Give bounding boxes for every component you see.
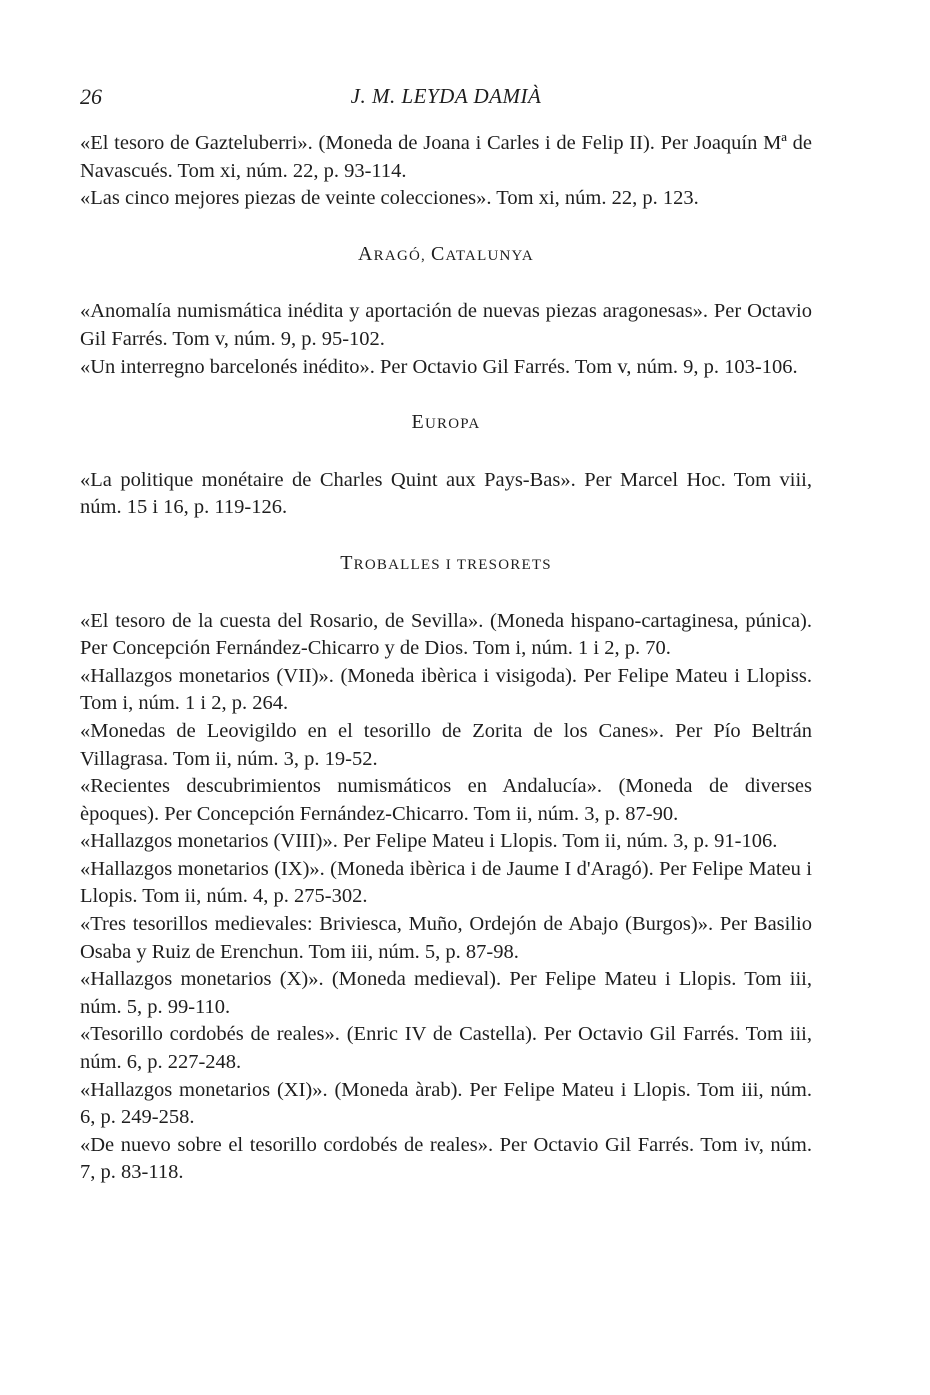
bibliography-entry: «Tres tesorillos medievales: Briviesca, Muño, Ordejón de Abajo (Burgos)». Per Basilio Osaba y Ruiz de Erenchun. Tom iii, núm. 5, p. 87-98. xyxy=(80,913,812,963)
bibliography-entry: «Hallazgos monetarios (VIII)». Per Felipe Mateu i Llopis. Tom ii, núm. 3, p. 91-106. xyxy=(80,830,778,853)
page-header xyxy=(80,84,812,116)
section-heading: EUROPA xyxy=(411,411,481,434)
bibliography-entry: «El tesoro de Gazteluberri». (Moneda de Joana i Carles i de Felip II). Per Joaquín Mª de Navascués. Tom xi, núm. 22, p. 93-114. xyxy=(80,132,812,182)
running-head: J. M. LEYDA DAMIÀ xyxy=(350,84,542,108)
section-heading: ARAGÓ, CATALUNYA xyxy=(358,242,534,265)
section-arago-catalunya xyxy=(80,213,812,381)
bibliography-entry: «Hallazgos monetarios (X)». (Moneda medieval). Per Felipe Mateu i Llopis. Tom iii, núm. 5, p. 99-110. xyxy=(80,968,812,1018)
page-number: 26 xyxy=(80,84,102,109)
section-heading: TROBALLES I TRESORETS xyxy=(340,551,552,574)
bibliography-entry: «Tesorillo cordobés de reales». (Enric IV de Castella). Per Octavio Gil Farrés. Tom iii, núm. 6, p. 227-248. xyxy=(80,1023,812,1074)
bibliography-entry: «Hallazgos monetarios (IX)». (Moneda ibèrica i de Jaume I d'Aragó). Per Felipe Mateu i Llopis. Tom ii, núm. 4, p. 275-302. xyxy=(80,857,812,908)
bibliography-entry: «Hallazgos monetarios (VII)». (Moneda ibèrica i visigoda). Per Felipe Mateu i Llopiss. Tom i, núm. 1 i 2, p. 264. xyxy=(80,664,812,715)
section-continuation xyxy=(80,130,812,213)
section-europa xyxy=(80,381,812,522)
bibliography-entry: «Monedas de Leovigildo en el tesorillo de Zorita de los Canes». Per Pío Beltrán Villagrasa. Tom ii, núm. 3, p. 19-52. xyxy=(80,719,812,770)
bibliography-entry: «Recientes descubrimientos numismáticos en Andalucía». (Moneda de diverses èpoques). Per Concepción Fernández-Chicarro. Tom ii, núm. 3, p. 87-90. xyxy=(80,775,812,825)
bibliography-entry: «La politique monétaire de Charles Quint aux Pays-Bas». Per Marcel Hoc. Tom viii, núm. 15 i 16, p. 119-126. xyxy=(80,468,812,519)
bibliography-body xyxy=(80,130,812,1187)
bibliography-entry: «Anomalía numismática inédita y aportación de nuevas piezas aragonesas». Per Octavio Gil Farrés. Tom v, núm. 9, p. 95-102. xyxy=(80,300,812,350)
bibliography-entry: «Las cinco mejores piezas de veinte colecciones». Tom xi, núm. 22, p. 123. xyxy=(80,187,699,210)
bibliography-entry: «Hallazgos monetarios (XI)». (Moneda àrab). Per Felipe Mateu i Llopis. Tom iii, núm. 6, p. 249-258. xyxy=(80,1078,812,1129)
section-troballes-i-tresorets xyxy=(80,522,812,1187)
bibliography-entry: «De nuevo sobre el tesorillo cordobés de reales». Per Octavio Gil Farrés. Tom iv, núm. 7, p. 83-118. xyxy=(80,1133,812,1184)
bibliography-entry: «Un interregno barcelonés inédito». Per Octavio Gil Farrés. Tom v, núm. 9, p. 103-106. xyxy=(80,355,798,378)
bibliography-entry: «El tesoro de la cuesta del Rosario, de Sevilla». (Moneda hispano-cartaginesa, púnica). Per Concepción Fernández-Chicarro y de Dios. Tom i, núm. 1 i 2, p. 70. xyxy=(80,609,812,660)
